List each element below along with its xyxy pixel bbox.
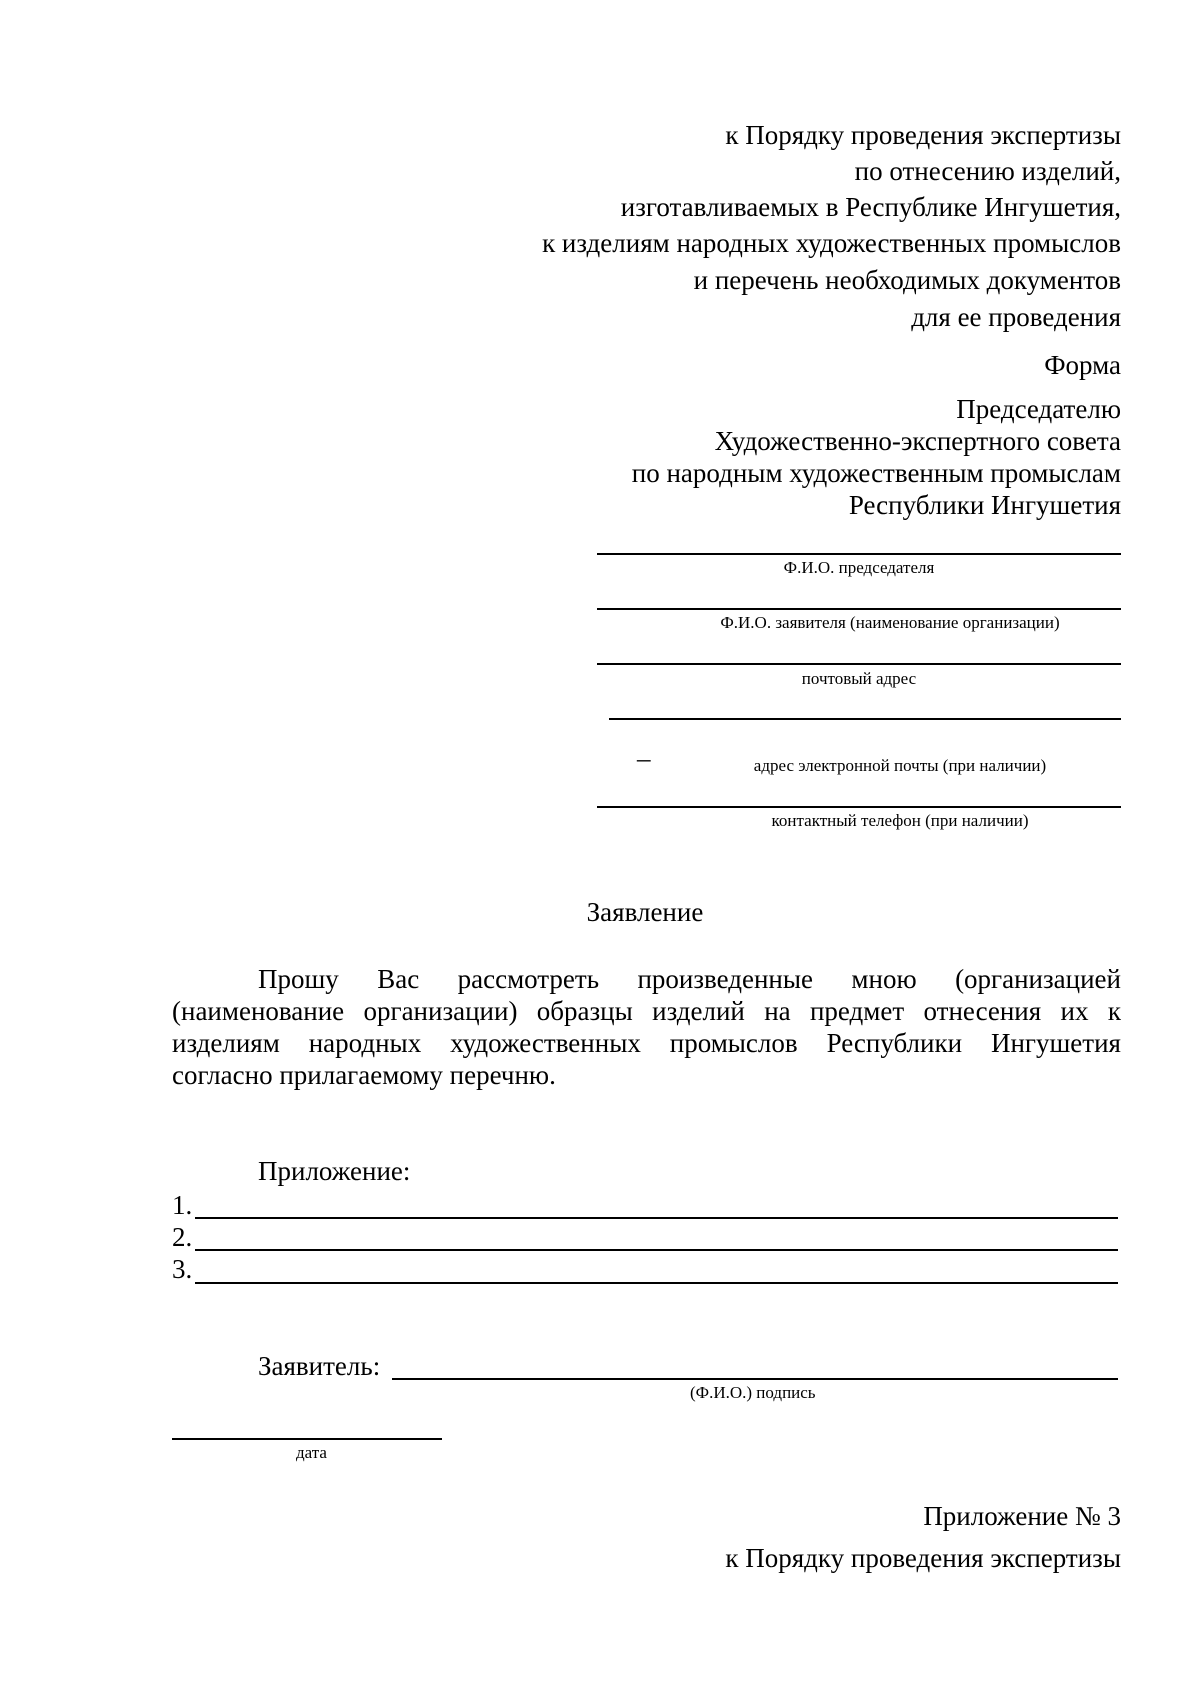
attachment-item-3-line[interactable] (195, 1282, 1118, 1284)
applicant-signature-label: Заявитель: (258, 1351, 381, 1381)
reference-line-5: и перечень необходимых документов (693, 265, 1121, 295)
statement-word: рассмотреть (457, 964, 600, 994)
reference-line-2: по отнесению изделий, (854, 156, 1121, 186)
reference-line-4: к изделиям народных художественных промыслов (542, 228, 1121, 258)
attachment-label: Приложение: (258, 1156, 411, 1186)
statement-word: Республики (826, 1028, 963, 1058)
date-line[interactable] (172, 1438, 442, 1440)
attachment-item-2-line[interactable] (195, 1249, 1118, 1251)
statement-word: Ингушетия (990, 1028, 1121, 1058)
postal-address-line[interactable] (597, 663, 1121, 665)
statement-paragraph (172, 963, 1121, 1091)
reference-line-1: к Порядку проведения экспертизы (725, 120, 1121, 150)
form-label: Форма (1044, 350, 1121, 380)
statement-word: промыслов (669, 1028, 798, 1058)
signature-caption: (Ф.И.О.) подпись (690, 1383, 816, 1402)
postal-address-caption: почтовый адрес (801, 669, 917, 688)
statement-word: произведенные (637, 964, 813, 994)
statement-word: мною (851, 964, 917, 994)
addressee-line-3: по народным художественным промыслам (631, 458, 1121, 488)
statement-word: (организацией (955, 964, 1121, 994)
statement-word: Прошу (258, 964, 339, 994)
attachment-item-1-number: 1. (172, 1190, 193, 1220)
next-appendix-subtitle: к Порядку проведения экспертизы (725, 1543, 1121, 1573)
statement-word: народных (308, 1028, 422, 1058)
email-prefix-dash: _ (637, 734, 651, 764)
chairman-name-line[interactable] (597, 553, 1121, 555)
addressee-line-2: Художественно-экспертного совета (714, 426, 1121, 456)
statement-word: образцы (536, 996, 633, 1026)
applicant-name-caption: Ф.И.О. заявителя (наименование организации) (720, 613, 1060, 632)
statement-word: предмет (809, 996, 905, 1026)
statement-word: (наименование (172, 996, 345, 1026)
next-appendix-title: Приложение № 3 (923, 1501, 1121, 1531)
attachment-item-1-line[interactable] (195, 1217, 1118, 1219)
statement-line-1 (172, 963, 1121, 995)
statement-word: Вас (377, 964, 420, 994)
phone-caption: контактный телефон (при наличии) (771, 811, 1029, 830)
statement-word: отнесения (923, 996, 1042, 1026)
statement-line-4: согласно прилагаемому перечню. (172, 1060, 556, 1090)
statement-word: к (1107, 996, 1121, 1026)
statement-line-2 (172, 995, 1121, 1027)
reference-line-6: для ее проведения (911, 302, 1121, 332)
statement-word: организации) (363, 996, 518, 1026)
statement-word: изделий (652, 996, 745, 1026)
attachment-item-3-number: 3. (172, 1254, 193, 1284)
statement-word: их (1060, 996, 1089, 1026)
reference-line-3: изготавливаемых в Республике Ингушетия, (620, 192, 1121, 222)
attachment-item-2-number: 2. (172, 1222, 193, 1252)
statement-title: Заявление (586, 897, 704, 927)
signature-line[interactable] (392, 1378, 1118, 1380)
addressee-line-4: Республики Ингушетия (848, 490, 1121, 520)
email-caption: адрес электронной почты (при наличии) (753, 756, 1047, 775)
addressee-line-1: Председателю (956, 394, 1121, 424)
statement-word: художественных (450, 1028, 641, 1058)
phone-line[interactable] (597, 806, 1121, 808)
email-line[interactable] (609, 718, 1121, 720)
applicant-name-line[interactable] (597, 608, 1121, 610)
statement-word: изделиям (172, 1028, 280, 1058)
statement-line-3 (172, 1027, 1121, 1059)
chairman-name-caption: Ф.И.О. председателя (783, 558, 935, 577)
date-caption: дата (296, 1443, 327, 1462)
statement-word: на (764, 996, 791, 1026)
